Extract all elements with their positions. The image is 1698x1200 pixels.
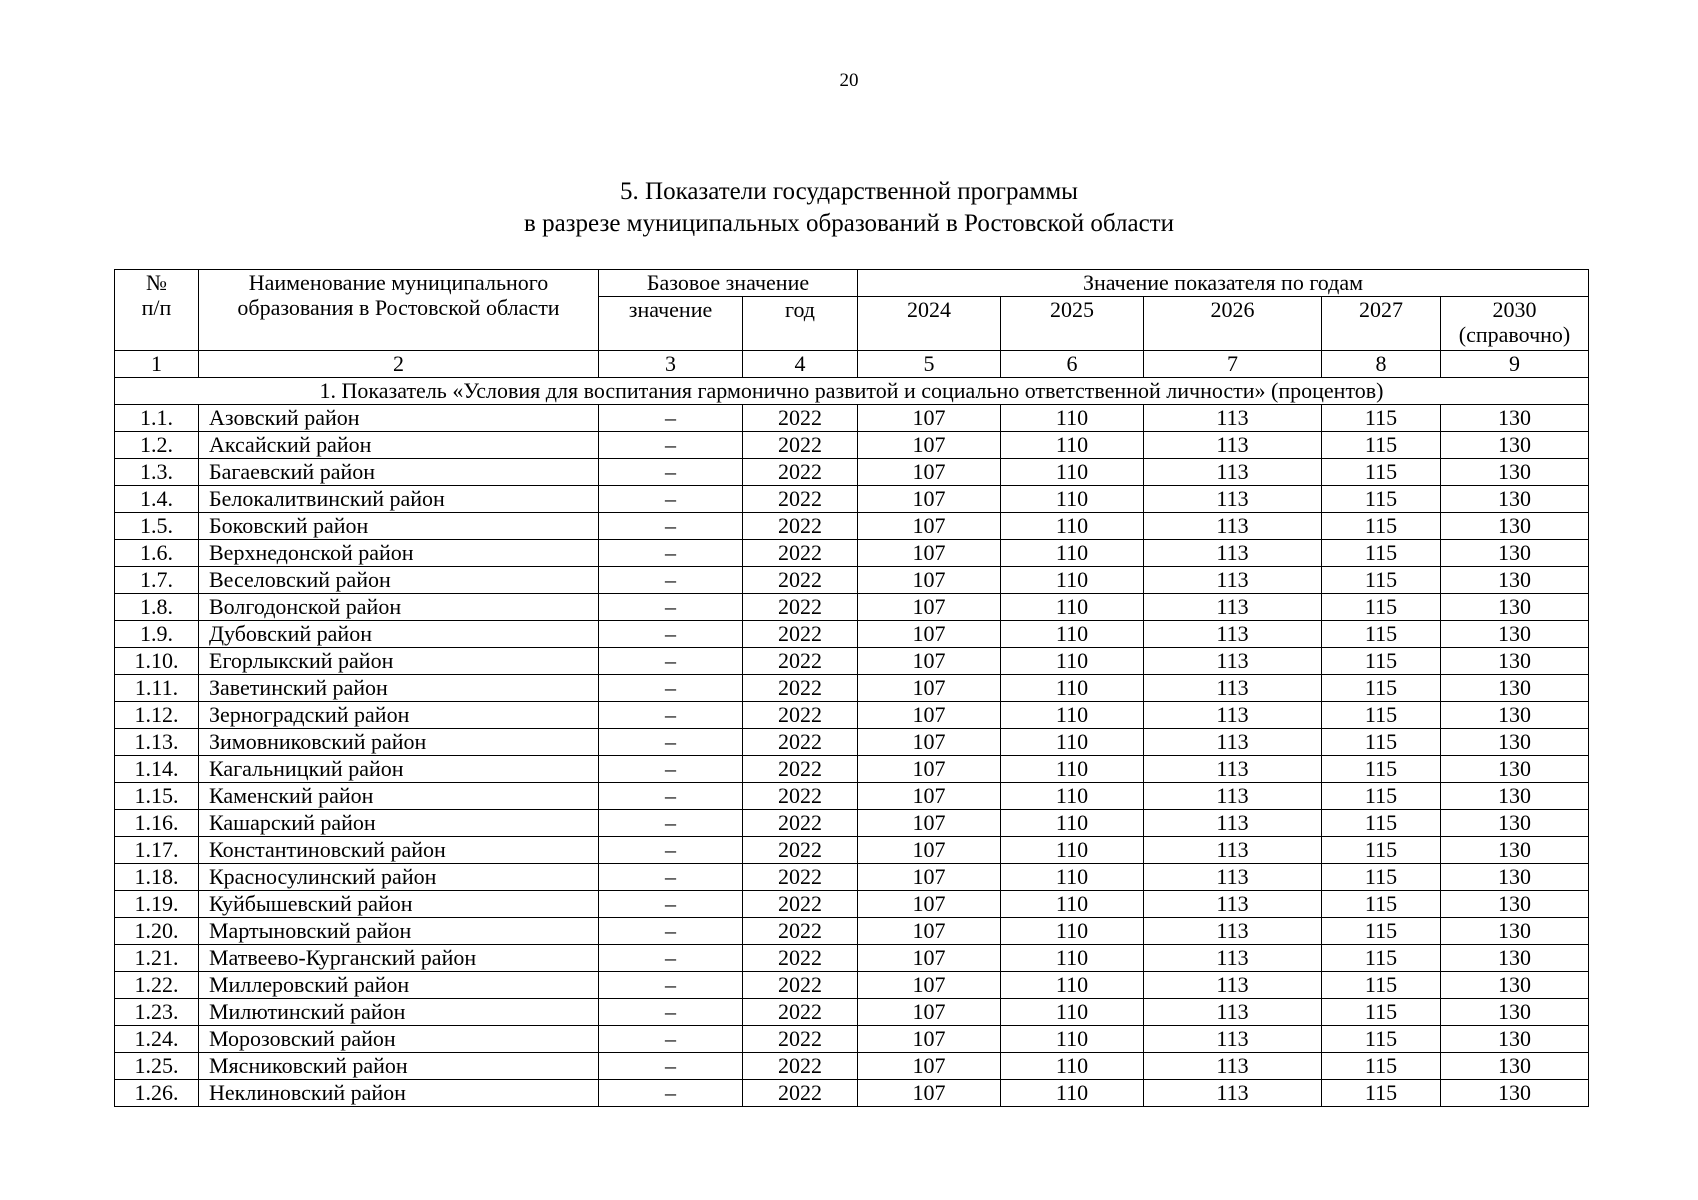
base-year: 2022: [743, 513, 858, 540]
base-year: 2022: [743, 405, 858, 432]
value-2030: 130: [1441, 1026, 1589, 1053]
base-value: –: [599, 432, 743, 459]
row-number: 1.22.: [115, 972, 199, 999]
value-2027: 115: [1322, 756, 1441, 783]
value-2030: 130: [1441, 756, 1589, 783]
municipality-name: Зимовниковский район: [199, 729, 599, 756]
value-2024: 107: [858, 837, 1001, 864]
base-year: 2022: [743, 729, 858, 756]
base-year: 2022: [743, 486, 858, 513]
value-2026: 113: [1144, 918, 1322, 945]
value-2030: 130: [1441, 702, 1589, 729]
base-value: –: [599, 675, 743, 702]
value-2025: 110: [1001, 864, 1144, 891]
value-2024: 107: [858, 405, 1001, 432]
value-2030: 130: [1441, 621, 1589, 648]
value-2027: 115: [1322, 621, 1441, 648]
row-number: 1.21.: [115, 945, 199, 972]
value-2030: 130: [1441, 999, 1589, 1026]
table-row: [115, 540, 1589, 567]
column-number: 2: [199, 351, 599, 378]
row-number: 1.12.: [115, 702, 199, 729]
value-2024: 107: [858, 540, 1001, 567]
municipality-name: Каменский район: [199, 783, 599, 810]
column-number: 8: [1322, 351, 1441, 378]
municipality-name: Боковский район: [199, 513, 599, 540]
value-2026: 113: [1144, 621, 1322, 648]
value-2025: 110: [1001, 945, 1144, 972]
value-2026: 113: [1144, 432, 1322, 459]
value-2030: 130: [1441, 729, 1589, 756]
header-municipality: [199, 270, 599, 351]
row-number: 1.18.: [115, 864, 199, 891]
value-2026: 113: [1144, 945, 1322, 972]
base-year: 2022: [743, 702, 858, 729]
base-year: 2022: [743, 891, 858, 918]
base-year: 2022: [743, 432, 858, 459]
base-year: 2022: [743, 621, 858, 648]
value-2030: 130: [1441, 918, 1589, 945]
value-2024: 107: [858, 1080, 1001, 1107]
row-number: 1.20.: [115, 918, 199, 945]
value-2030: 130: [1441, 594, 1589, 621]
row-number: 1.4.: [115, 486, 199, 513]
base-year: 2022: [743, 594, 858, 621]
municipality-name: Заветинский район: [199, 675, 599, 702]
table-row: [115, 945, 1589, 972]
value-2030: 130: [1441, 432, 1589, 459]
base-year: 2022: [743, 1053, 858, 1080]
municipality-name: Зерноградский район: [199, 702, 599, 729]
base-year: 2022: [743, 783, 858, 810]
header-year-2030: [1441, 297, 1589, 351]
title-line-2: в разрезе муниципальных образований в Ростовской области: [524, 210, 1174, 237]
value-2027: 115: [1322, 459, 1441, 486]
table-row: [115, 594, 1589, 621]
value-2024: 107: [858, 729, 1001, 756]
row-number: 1.9.: [115, 621, 199, 648]
value-2025: 110: [1001, 1026, 1144, 1053]
base-value: –: [599, 513, 743, 540]
header-number: [115, 270, 199, 351]
row-number: 1.5.: [115, 513, 199, 540]
value-2024: 107: [858, 891, 1001, 918]
header-year-2030-line2: (справочно): [1458, 322, 1571, 347]
base-year: 2022: [743, 756, 858, 783]
value-2025: 110: [1001, 918, 1144, 945]
value-2026: 113: [1144, 1026, 1322, 1053]
row-number: 1.19.: [115, 891, 199, 918]
row-number: 1.25.: [115, 1053, 199, 1080]
value-2024: 107: [858, 999, 1001, 1026]
municipality-name: Матвеево-Курганский район: [199, 945, 599, 972]
row-number: 1.6.: [115, 540, 199, 567]
value-2025: 110: [1001, 594, 1144, 621]
table-row: [115, 864, 1589, 891]
value-2030: 130: [1441, 1080, 1589, 1107]
municipality-name: Егорлыкский район: [199, 648, 599, 675]
row-number: 1.17.: [115, 837, 199, 864]
base-value: –: [599, 567, 743, 594]
header-base-value: значение: [599, 297, 743, 351]
value-2025: 110: [1001, 891, 1144, 918]
value-2030: 130: [1441, 891, 1589, 918]
value-2026: 113: [1144, 702, 1322, 729]
value-2024: 107: [858, 864, 1001, 891]
value-2026: 113: [1144, 459, 1322, 486]
section-row: [115, 378, 1589, 405]
base-year: 2022: [743, 864, 858, 891]
municipality-name: Кашарский район: [199, 810, 599, 837]
municipality-name: Багаевский район: [199, 459, 599, 486]
value-2027: 115: [1322, 972, 1441, 999]
value-2027: 115: [1322, 567, 1441, 594]
row-number: 1.8.: [115, 594, 199, 621]
value-2024: 107: [858, 621, 1001, 648]
table-row: [115, 810, 1589, 837]
column-number: 7: [1144, 351, 1322, 378]
table-row: [115, 837, 1589, 864]
value-2024: 107: [858, 1026, 1001, 1053]
value-2030: 130: [1441, 675, 1589, 702]
table-row: [115, 459, 1589, 486]
base-year: 2022: [743, 918, 858, 945]
table-row: [115, 972, 1589, 999]
value-2030: 130: [1441, 648, 1589, 675]
value-2025: 110: [1001, 432, 1144, 459]
column-number: 5: [858, 351, 1001, 378]
value-2026: 113: [1144, 864, 1322, 891]
value-2027: 115: [1322, 999, 1441, 1026]
header-municipality-line2: образования в Ростовской области: [237, 295, 560, 320]
value-2025: 110: [1001, 513, 1144, 540]
table-row: [115, 756, 1589, 783]
table-row: [115, 729, 1589, 756]
header-years-group: Значение показателя по годам: [858, 270, 1589, 297]
municipality-name: Неклиновский район: [199, 1080, 599, 1107]
value-2024: 107: [858, 459, 1001, 486]
value-2030: 130: [1441, 486, 1589, 513]
value-2025: 110: [1001, 675, 1144, 702]
value-2026: 113: [1144, 675, 1322, 702]
base-value: –: [599, 918, 743, 945]
municipality-name: Морозовский район: [199, 1026, 599, 1053]
municipality-name: Красносулинский район: [199, 864, 599, 891]
row-number: 1.24.: [115, 1026, 199, 1053]
base-year: 2022: [743, 459, 858, 486]
value-2025: 110: [1001, 702, 1144, 729]
table-row: [115, 513, 1589, 540]
value-2030: 130: [1441, 567, 1589, 594]
value-2030: 130: [1441, 459, 1589, 486]
value-2026: 113: [1144, 540, 1322, 567]
row-number: 1.2.: [115, 432, 199, 459]
value-2027: 115: [1322, 648, 1441, 675]
base-year: 2022: [743, 999, 858, 1026]
value-2026: 113: [1144, 999, 1322, 1026]
value-2030: 130: [1441, 783, 1589, 810]
value-2030: 130: [1441, 405, 1589, 432]
base-value: –: [599, 702, 743, 729]
municipality-name: Верхнедонской район: [199, 540, 599, 567]
row-number: 1.7.: [115, 567, 199, 594]
value-2025: 110: [1001, 783, 1144, 810]
value-2026: 113: [1144, 891, 1322, 918]
value-2030: 130: [1441, 837, 1589, 864]
header-year-2027: 2027: [1322, 297, 1441, 351]
table-row: [115, 567, 1589, 594]
base-value: –: [599, 621, 743, 648]
value-2027: 115: [1322, 540, 1441, 567]
section-title: 1. Показатель «Условия для воспитания гармонично развитой и социально ответственной личности» (процентов): [115, 378, 1589, 405]
base-value: –: [599, 810, 743, 837]
value-2027: 115: [1322, 864, 1441, 891]
value-2027: 115: [1322, 1080, 1441, 1107]
base-value: –: [599, 459, 743, 486]
base-value: –: [599, 783, 743, 810]
value-2026: 113: [1144, 648, 1322, 675]
row-number: 1.3.: [115, 459, 199, 486]
value-2025: 110: [1001, 837, 1144, 864]
value-2027: 115: [1322, 405, 1441, 432]
value-2024: 107: [858, 702, 1001, 729]
column-number: 9: [1441, 351, 1589, 378]
row-number: 1.26.: [115, 1080, 199, 1107]
value-2025: 110: [1001, 810, 1144, 837]
base-year: 2022: [743, 648, 858, 675]
value-2027: 115: [1322, 837, 1441, 864]
value-2025: 110: [1001, 567, 1144, 594]
value-2027: 115: [1322, 486, 1441, 513]
indicators-table: [114, 269, 1589, 1107]
municipality-name: Волгодонской район: [199, 594, 599, 621]
value-2024: 107: [858, 486, 1001, 513]
table-row: [115, 999, 1589, 1026]
value-2024: 107: [858, 918, 1001, 945]
row-number: 1.13.: [115, 729, 199, 756]
row-number: 1.15.: [115, 783, 199, 810]
base-value: –: [599, 1053, 743, 1080]
value-2030: 130: [1441, 864, 1589, 891]
base-year: 2022: [743, 837, 858, 864]
base-value: –: [599, 540, 743, 567]
header-number-line1: №: [146, 270, 167, 295]
value-2027: 115: [1322, 1053, 1441, 1080]
base-value: –: [599, 648, 743, 675]
value-2025: 110: [1001, 729, 1144, 756]
value-2027: 115: [1322, 783, 1441, 810]
table-row: [115, 1080, 1589, 1107]
value-2027: 115: [1322, 810, 1441, 837]
row-number: 1.11.: [115, 675, 199, 702]
base-value: –: [599, 729, 743, 756]
value-2027: 115: [1322, 675, 1441, 702]
value-2030: 130: [1441, 810, 1589, 837]
header-municipality-line1: Наименование муниципального: [248, 270, 549, 295]
row-number: 1.14.: [115, 756, 199, 783]
base-year: 2022: [743, 810, 858, 837]
value-2027: 115: [1322, 918, 1441, 945]
base-year: 2022: [743, 675, 858, 702]
table-row: [115, 1053, 1589, 1080]
value-2030: 130: [1441, 945, 1589, 972]
value-2024: 107: [858, 1053, 1001, 1080]
value-2025: 110: [1001, 648, 1144, 675]
value-2026: 113: [1144, 810, 1322, 837]
municipality-name: Куйбышевский район: [199, 891, 599, 918]
base-value: –: [599, 486, 743, 513]
table-row: [115, 405, 1589, 432]
base-value: –: [599, 864, 743, 891]
municipality-name: Веселовский район: [199, 567, 599, 594]
municipality-name: Белокалитвинский район: [199, 486, 599, 513]
table-row: [115, 702, 1589, 729]
value-2024: 107: [858, 972, 1001, 999]
header-year-2030-line1: 2030: [1492, 297, 1537, 322]
value-2027: 115: [1322, 513, 1441, 540]
base-value: –: [599, 594, 743, 621]
value-2030: 130: [1441, 513, 1589, 540]
value-2027: 115: [1322, 729, 1441, 756]
base-year: 2022: [743, 972, 858, 999]
table-row: [115, 432, 1589, 459]
municipality-name: Мартыновский район: [199, 918, 599, 945]
value-2025: 110: [1001, 405, 1144, 432]
value-2024: 107: [858, 513, 1001, 540]
municipality-name: Аксайский район: [199, 432, 599, 459]
header-year-2026: 2026: [1144, 297, 1322, 351]
header-number-line2: п/п: [141, 295, 172, 320]
value-2026: 113: [1144, 594, 1322, 621]
page-number: 20: [839, 70, 859, 91]
base-value: –: [599, 756, 743, 783]
municipality-name: Константиновский район: [199, 837, 599, 864]
value-2024: 107: [858, 432, 1001, 459]
value-2026: 113: [1144, 405, 1322, 432]
value-2025: 110: [1001, 756, 1144, 783]
base-year: 2022: [743, 1080, 858, 1107]
value-2025: 110: [1001, 999, 1144, 1026]
municipality-name: Мясниковский район: [199, 1053, 599, 1080]
table-row: [115, 918, 1589, 945]
value-2024: 107: [858, 810, 1001, 837]
value-2024: 107: [858, 648, 1001, 675]
base-value: –: [599, 891, 743, 918]
value-2025: 110: [1001, 972, 1144, 999]
value-2027: 115: [1322, 945, 1441, 972]
value-2025: 110: [1001, 1080, 1144, 1107]
value-2025: 110: [1001, 486, 1144, 513]
row-number: 1.23.: [115, 999, 199, 1026]
value-2026: 113: [1144, 486, 1322, 513]
value-2026: 113: [1144, 972, 1322, 999]
base-year: 2022: [743, 1026, 858, 1053]
base-value: –: [599, 972, 743, 999]
municipality-name: Кагальницкий район: [199, 756, 599, 783]
base-value: –: [599, 837, 743, 864]
value-2027: 115: [1322, 1026, 1441, 1053]
value-2026: 113: [1144, 729, 1322, 756]
table-row: [115, 486, 1589, 513]
table-row: [115, 783, 1589, 810]
header-base-group: Базовое значение: [599, 270, 858, 297]
table-row: [115, 675, 1589, 702]
value-2026: 113: [1144, 513, 1322, 540]
value-2030: 130: [1441, 1053, 1589, 1080]
header-year-2025: 2025: [1001, 297, 1144, 351]
value-2026: 113: [1144, 783, 1322, 810]
value-2024: 107: [858, 945, 1001, 972]
value-2027: 115: [1322, 891, 1441, 918]
municipality-name: Милютинский район: [199, 999, 599, 1026]
base-value: –: [599, 1026, 743, 1053]
base-value: –: [599, 1080, 743, 1107]
value-2024: 107: [858, 594, 1001, 621]
row-number: 1.16.: [115, 810, 199, 837]
municipality-name: Дубовский район: [199, 621, 599, 648]
base-year: 2022: [743, 540, 858, 567]
value-2024: 107: [858, 567, 1001, 594]
value-2026: 113: [1144, 1053, 1322, 1080]
row-number: 1.10.: [115, 648, 199, 675]
base-value: –: [599, 945, 743, 972]
base-year: 2022: [743, 945, 858, 972]
column-number: 6: [1001, 351, 1144, 378]
table-row: [115, 648, 1589, 675]
value-2025: 110: [1001, 540, 1144, 567]
municipality-name: Азовский район: [199, 405, 599, 432]
value-2024: 107: [858, 675, 1001, 702]
value-2030: 130: [1441, 540, 1589, 567]
column-number: 1: [115, 351, 199, 378]
value-2026: 113: [1144, 1080, 1322, 1107]
value-2024: 107: [858, 783, 1001, 810]
table-row: [115, 891, 1589, 918]
title-line-1: 5. Показатели государственной программы: [620, 178, 1078, 205]
document-title: [0, 176, 1698, 240]
value-2025: 110: [1001, 459, 1144, 486]
value-2027: 115: [1322, 432, 1441, 459]
value-2025: 110: [1001, 621, 1144, 648]
header-year-2024: 2024: [858, 297, 1001, 351]
municipality-name: Миллеровский район: [199, 972, 599, 999]
header-base-year: год: [743, 297, 858, 351]
table-body: [115, 351, 1589, 1107]
base-value: –: [599, 405, 743, 432]
value-2024: 107: [858, 756, 1001, 783]
value-2026: 113: [1144, 837, 1322, 864]
row-number: 1.1.: [115, 405, 199, 432]
base-year: 2022: [743, 567, 858, 594]
base-value: –: [599, 999, 743, 1026]
value-2027: 115: [1322, 702, 1441, 729]
table-row: [115, 621, 1589, 648]
value-2025: 110: [1001, 1053, 1144, 1080]
column-number: 4: [743, 351, 858, 378]
table-row: [115, 1026, 1589, 1053]
column-number: 3: [599, 351, 743, 378]
value-2026: 113: [1144, 756, 1322, 783]
value-2030: 130: [1441, 972, 1589, 999]
value-2027: 115: [1322, 594, 1441, 621]
column-numbers-row: [115, 351, 1589, 378]
value-2026: 113: [1144, 567, 1322, 594]
